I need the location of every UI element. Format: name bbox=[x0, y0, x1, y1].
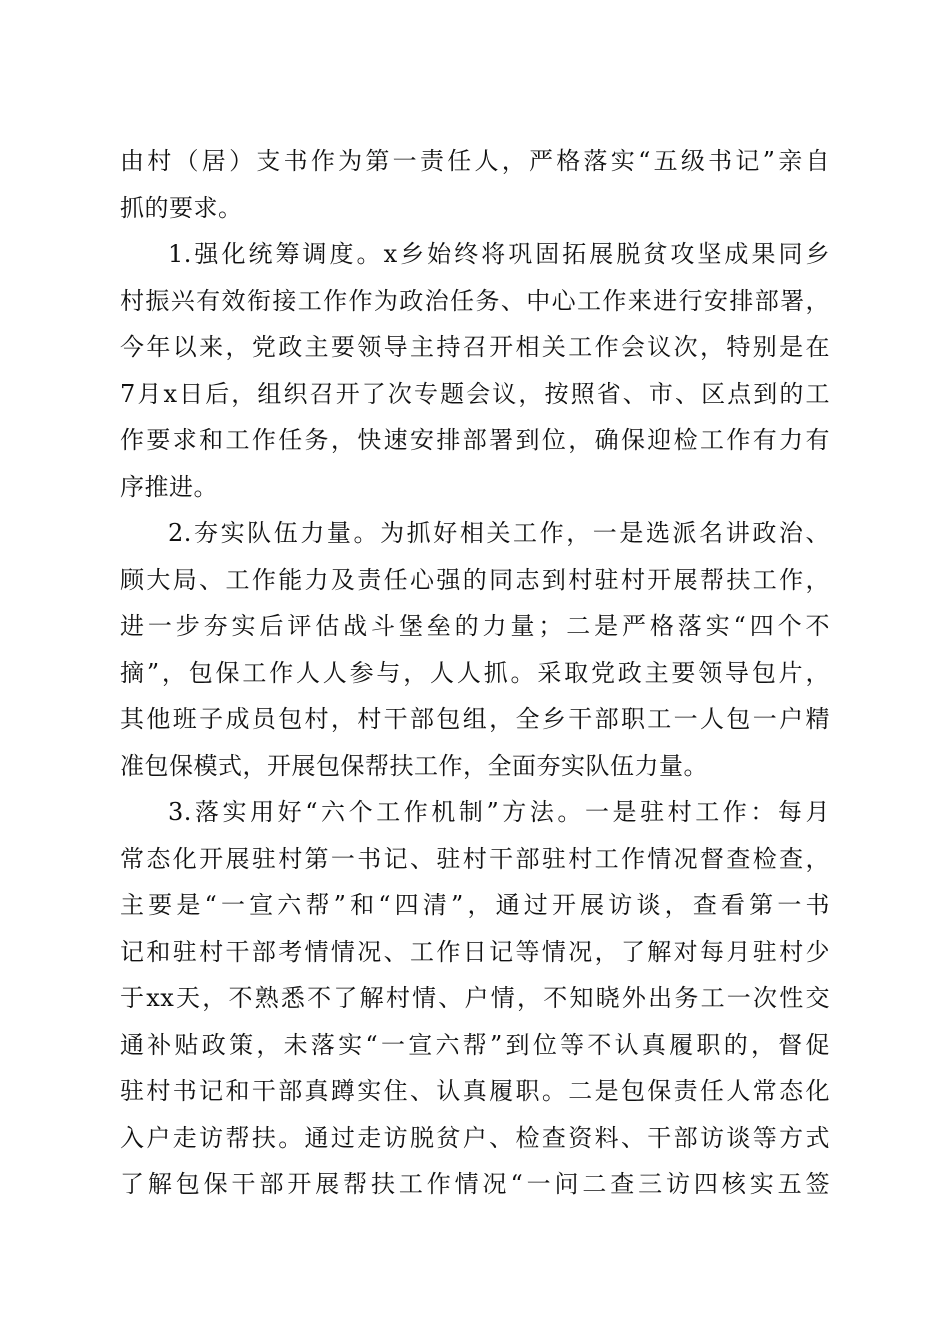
text-line: 序推进。 bbox=[120, 472, 218, 501]
paragraph-heading-line: 1.强化统筹调度。x乡始终将巩固拓展脱贫攻坚成果同乡 bbox=[168, 240, 830, 268]
text-line: 准包保模式，开展包保帮扶工作，全面夯实队伍力量。 bbox=[120, 751, 708, 780]
text-line: 于xx天，不熟悉不了解村情、户情，不知晓外出务工一次性交 bbox=[120, 984, 830, 1012]
text-line: 驻村书记和干部真蹲实住、认真履职。二是包保责任人常态化 bbox=[120, 1077, 830, 1105]
text-line: 7月x日后，组织召开了次专题会议，按照省、市、区点到的工 bbox=[120, 379, 830, 408]
text-line: 抓的要求。 bbox=[120, 193, 243, 222]
text-line: 通补贴政策，未落实“一宣六帮”到位等不认真履职的，督促 bbox=[120, 1030, 830, 1059]
text-line: 摘”，包保工作人人参与，人人抓。采取党政主要领导包片， bbox=[120, 658, 830, 687]
text-line: 主要是“一宣六帮”和“四清”，通过开展访谈，查看第一书 bbox=[120, 891, 830, 919]
text-line: 入户走访帮扶。通过走访脱贫户、检查资料、干部访谈等方式 bbox=[120, 1123, 830, 1152]
text-line: 顾大局、工作能力及责任心强的同志到村驻村开展帮扶工作， bbox=[120, 565, 830, 594]
text-line: 今年以来，党政主要领导主持召开相关工作会议次，特别是在 bbox=[120, 333, 830, 361]
text-line: 其他班子成员包村，村干部包组，全乡干部职工一人包一户精 bbox=[120, 705, 830, 733]
text-line: 作要求和工作任务，快速安排部署到位，确保迎检工作有力有 bbox=[120, 426, 830, 454]
text-line: 由村（居）支书作为第一责任人，严格落实“五级书记”亲自 bbox=[120, 147, 830, 175]
text-line: 村振兴有效衔接工作作为政治任务、中心工作来进行安排部署， bbox=[120, 286, 830, 315]
text-line: 记和驻村干部考情情况、工作日记等情况，了解对每月驻村少 bbox=[120, 937, 830, 966]
text-line: 进一步夯实后评估战斗堡垒的力量；二是严格落实“四个不 bbox=[120, 612, 830, 640]
text-line: 了解包保干部开展帮扶工作情况“一问二查三访四核实五签 bbox=[120, 1170, 830, 1198]
text-line: 常态化开展驻村第一书记、驻村干部驻村工作情况督查检查， bbox=[120, 844, 830, 873]
paragraph-heading-line: 3.落实用好“六个工作机制”方法。一是驻村工作：每月 bbox=[168, 798, 830, 826]
document-body bbox=[120, 138, 830, 1208]
paragraph-heading-line: 2.夯实队伍力量。为抓好相关工作，一是选派名讲政治、 bbox=[168, 519, 830, 547]
